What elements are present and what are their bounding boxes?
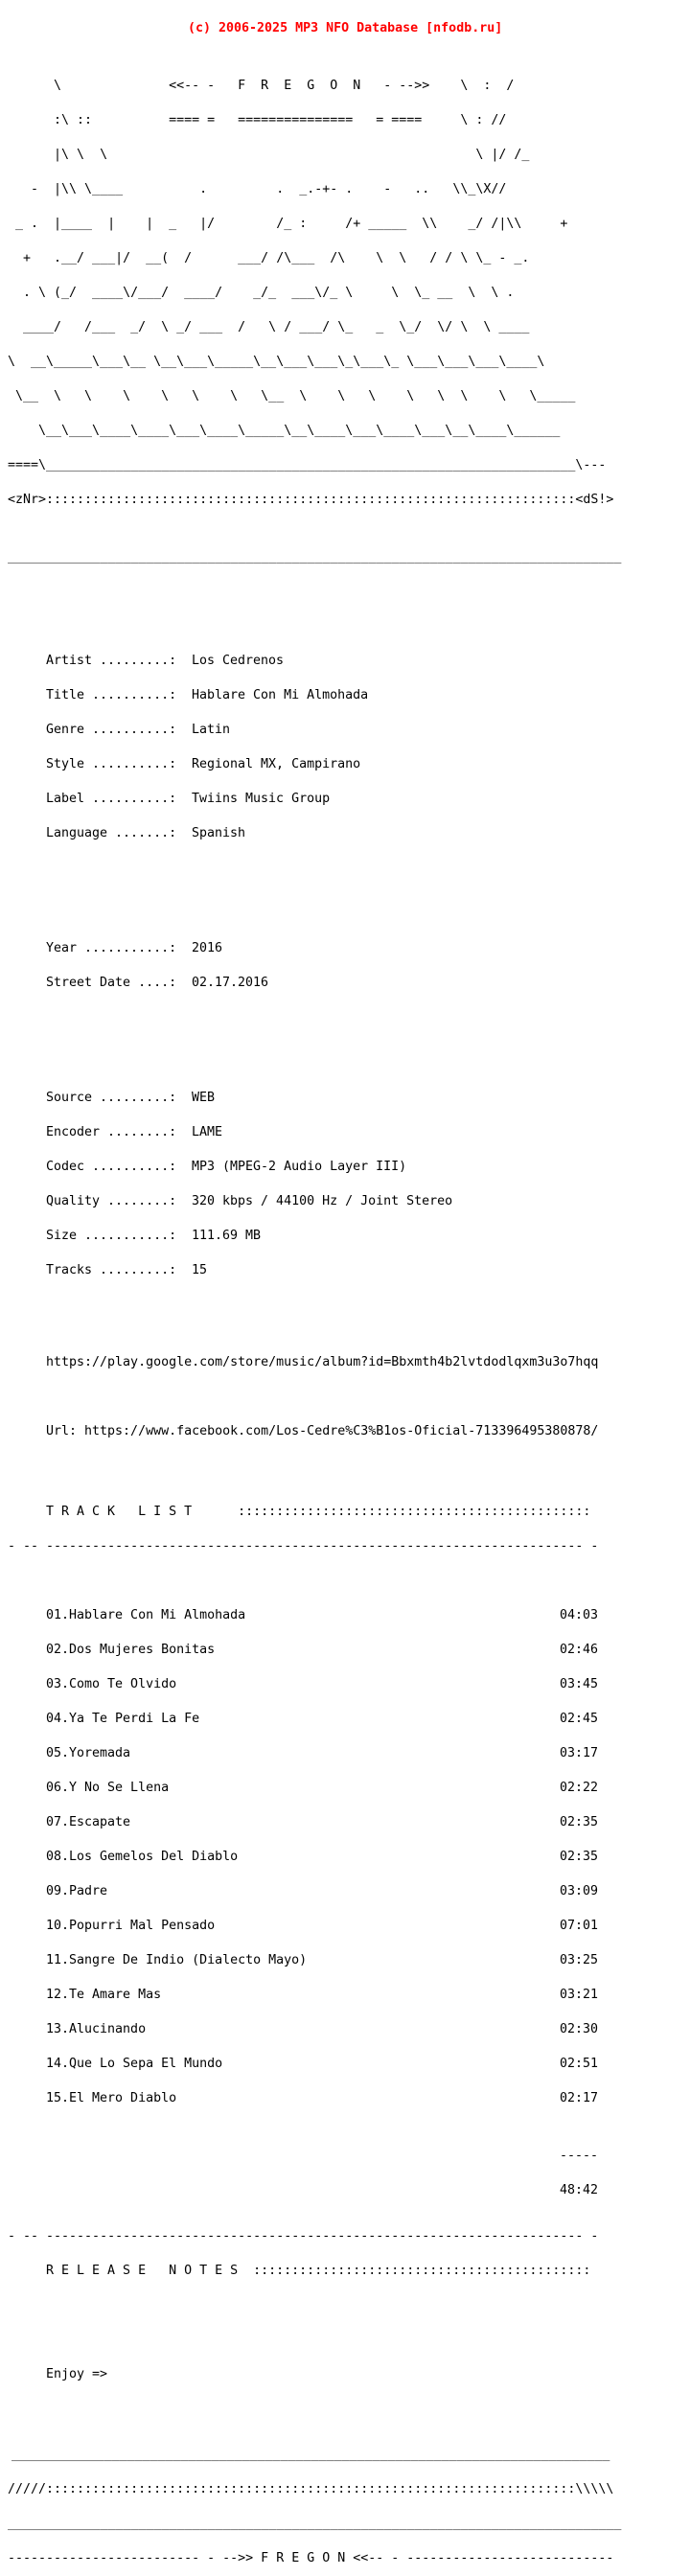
field-label: Genre ..........: — [46, 723, 177, 737]
track-title: 12.Te Amare Mas — [46, 1988, 162, 2002]
field-label: Size ...........: — [46, 1229, 177, 1243]
field-value: Regional MX, Campirano — [192, 757, 361, 771]
track-title: 15.El Mero Diablo — [46, 2091, 177, 2105]
facebook-url: Url: https://www.facebook.com/Los-Cedre%C3%B1os-Oficial-713396495380878/ — [46, 1424, 599, 1438]
field-label: Source .........: — [46, 1091, 177, 1105]
track-duration: 03:09 — [560, 1884, 599, 1898]
spacer — [0, 1460, 690, 1472]
ascii-art-line: :\ :: ==== = =============== = ==== \ : // — [8, 113, 507, 127]
dash-separator: - -- ---------------------------------------------------------------------- - — [8, 1539, 599, 1553]
field-label: Artist .........: — [46, 654, 177, 668]
field-label: Label ..........: — [46, 792, 177, 806]
ascii-art-line: \ <<-- - F R E G O N - -->> \ : / — [8, 79, 515, 93]
track-duration: 03:21 — [560, 1988, 599, 2002]
track-title: 01.Hablare Con Mi Almohada — [46, 1608, 246, 1622]
track-duration: 02:22 — [560, 1781, 599, 1795]
field-codec — [0, 1162, 690, 1173]
ascii-art-line: + .__/ ___|/ __( / ___/ /\___ /\ \ \ / / \ \_ - _. — [8, 251, 530, 265]
track-duration: 07:01 — [560, 1919, 599, 1933]
track-row — [0, 1852, 690, 1863]
spacer — [0, 1322, 690, 1334]
ascii-art-line: - |\\ \____ . . _.-+- . - .. \\_\X// — [8, 182, 507, 196]
field-label: Year ...........: — [46, 941, 177, 955]
field-street-date — [0, 978, 690, 989]
track-row — [0, 1782, 690, 1794]
field-value: WEB — [192, 1091, 216, 1105]
field-value: 320 kbps / 44100 Hz / Joint Stereo — [192, 1194, 453, 1208]
spacer — [0, 886, 690, 897]
field-value: Latin — [192, 723, 231, 737]
release-info-group-3 — [0, 1070, 690, 1300]
spacer — [0, 2334, 690, 2346]
track-title: 06.Y No Se Llena — [46, 1781, 170, 1795]
track-title: 14.Que Lo Sepa El Mundo — [46, 2057, 223, 2071]
track-duration: 02:45 — [560, 1712, 599, 1726]
track-duration: 02:30 — [560, 2022, 599, 2036]
field-value: Twiins Music Group — [192, 792, 331, 806]
spacer — [0, 1392, 690, 1403]
field-title — [0, 690, 690, 702]
spacer — [0, 1035, 690, 1046]
field-encoder — [0, 1127, 690, 1138]
field-value: Hablare Con Mi Almohada — [192, 688, 369, 702]
ascii-art-line: \__ \ \ \ \ \ \ \__ \ \ \ \ \ \ \ \_____ — [8, 389, 576, 403]
site-banner: (c) 2006-2025 MP3 NFO Database [nfodb.ru] — [188, 21, 503, 35]
field-label: Language .......: — [46, 826, 177, 840]
release-info-group-2 — [0, 920, 690, 1012]
track-duration: 03:45 — [560, 1677, 599, 1691]
tracklist-header: T R A C K L I S T :::::::::::::::::::::::::::::::::::::::::::::: — [46, 1505, 591, 1519]
track-duration: 03:17 — [560, 1746, 599, 1760]
field-label: Encoder ........: — [46, 1125, 177, 1139]
field-value: 15 — [192, 1263, 208, 1277]
track-row — [0, 1748, 690, 1760]
ascii-art-line: \__\___\____\____\___\____\_____\__\____\___\____\___\__\____\______ — [8, 424, 561, 438]
total-rule-row — [0, 2150, 690, 2162]
field-value: 02.17.2016 — [192, 976, 269, 990]
track-row — [0, 1920, 690, 1932]
track-title: 02.Dos Mujeres Bonitas — [46, 1643, 216, 1657]
track-title: 09.Padre — [46, 1884, 108, 1898]
ascii-art-line: ____/ /___ _/ \ _/ ___ / \ / ___/ \_ _ \_/ \/ \ \ ____ — [8, 320, 530, 334]
track-row — [0, 2058, 690, 2070]
footer-colons: /////:::::::::::::::::::::::::::::::::::::::::::::::::::::::::::::::::::::\\\\\ — [8, 2482, 614, 2496]
field-style — [0, 759, 690, 770]
field-year — [0, 943, 690, 954]
footer-rule-top: ______________________________________________________________________________ — [12, 2448, 610, 2462]
spacer — [0, 2300, 690, 2312]
field-value: 2016 — [192, 941, 223, 955]
footer-signature: ------------------------- - -->> F R E G O N <<-- - --------------------------- — [8, 2551, 614, 2565]
field-value: 111.69 MB — [192, 1229, 262, 1243]
track-duration: 02:35 — [560, 1815, 599, 1829]
enjoy-text: Enjoy => — [46, 2367, 108, 2381]
track-title: 10.Popurri Mal Pensado — [46, 1919, 216, 1933]
field-label: Codec ..........: — [46, 1160, 177, 1174]
field-source — [0, 1092, 690, 1104]
track-duration: 03:25 — [560, 1953, 599, 1967]
track-duration: 02:35 — [560, 1850, 599, 1864]
track-row — [0, 1610, 690, 1622]
spacer — [0, 2404, 690, 2415]
release-notes-header: R E L E A S E N O T E S :::::::::::::::::::::::::::::::::::::::::::: — [46, 2264, 591, 2278]
field-artist — [0, 656, 690, 667]
track-row — [0, 1714, 690, 1725]
track-title: 13.Alucinando — [46, 2022, 147, 2036]
track-duration: 02:17 — [560, 2091, 599, 2105]
ascii-art-line: _ . |____ | | _ |/ /_ : /+ _____ \\ _/ /|\\ + — [8, 217, 568, 231]
ascii-art-line: ====\_____________________________________________________________________\--- — [8, 458, 607, 472]
footer-rule-mid: ________________________________________________________________________________ — [8, 2517, 622, 2531]
ascii-art-line: . \ (_/ ____\/___/ ____/ _/_ ___\/_ \ \ \_ __ \ \ . — [8, 286, 515, 300]
ascii-logo — [0, 58, 690, 529]
track-duration: 02:51 — [560, 2057, 599, 2071]
horizontal-rule: ________________________________________________________________________________ — [8, 550, 622, 564]
ascii-art-line: \ __\_____\___\__ \__\___\_____\__\___\___\_\___\_ \___\___\___\____\ — [8, 355, 545, 369]
field-genre — [0, 724, 690, 736]
track-row — [0, 1886, 690, 1898]
track-duration: 04:03 — [560, 1608, 599, 1622]
track-row — [0, 1990, 690, 2001]
field-value: LAME — [192, 1125, 223, 1139]
total-time: 48:42 — [560, 2183, 599, 2197]
field-value: Spanish — [192, 826, 246, 840]
spacer — [0, 586, 690, 598]
field-tracks — [0, 1265, 690, 1276]
field-size — [0, 1230, 690, 1242]
track-row — [0, 1644, 690, 1656]
track-row — [0, 1817, 690, 1828]
field-quality — [0, 1196, 690, 1208]
field-label: Tracks .........: — [46, 1263, 177, 1277]
total-rule: ----- — [560, 2149, 599, 2163]
track-title: 08.Los Gemelos Del Diablo — [46, 1850, 239, 1864]
release-info-group-1 — [0, 632, 690, 862]
total-time-row — [0, 2185, 690, 2196]
field-label: Style ..........: — [46, 757, 177, 771]
track-title: 04.Ya Te Perdi La Fe — [46, 1712, 200, 1726]
field-language — [0, 828, 690, 840]
track-row — [0, 2093, 690, 2104]
store-url: https://play.google.com/store/music/album?id=Bbxmth4b2lvtdodlqxm3u3o7hqq — [46, 1355, 599, 1369]
field-value: Los Cedrenos — [192, 654, 285, 668]
track-title: 05.Yoremada — [46, 1746, 131, 1760]
field-label-name — [0, 794, 690, 805]
track-list — [0, 1587, 690, 2128]
track-title: 07.Escapate — [46, 1815, 131, 1829]
track-row — [0, 1679, 690, 1690]
track-row — [0, 1955, 690, 1966]
field-label: Title ..........: — [46, 688, 177, 702]
track-duration: 02:46 — [560, 1643, 599, 1657]
field-label: Quality ........: — [46, 1194, 177, 1208]
track-title: 03.Como Te Olvido — [46, 1677, 177, 1691]
ascii-art-line: |\ \ \ \ |/ /_ — [8, 148, 530, 162]
field-label: Street Date ....: — [46, 976, 177, 990]
track-row — [0, 2024, 690, 2036]
dash-separator: - -- ---------------------------------------------------------------------- - — [8, 2229, 599, 2243]
ascii-art-line: <zNr>:::::::::::::::::::::::::::::::::::::::::::::::::::::::::::::::::::::<dS!> — [8, 493, 614, 507]
track-title: 11.Sangre De Indio (Dialecto Mayo) — [46, 1953, 308, 1967]
field-value: MP3 (MPEG-2 Audio Layer III) — [192, 1160, 407, 1174]
